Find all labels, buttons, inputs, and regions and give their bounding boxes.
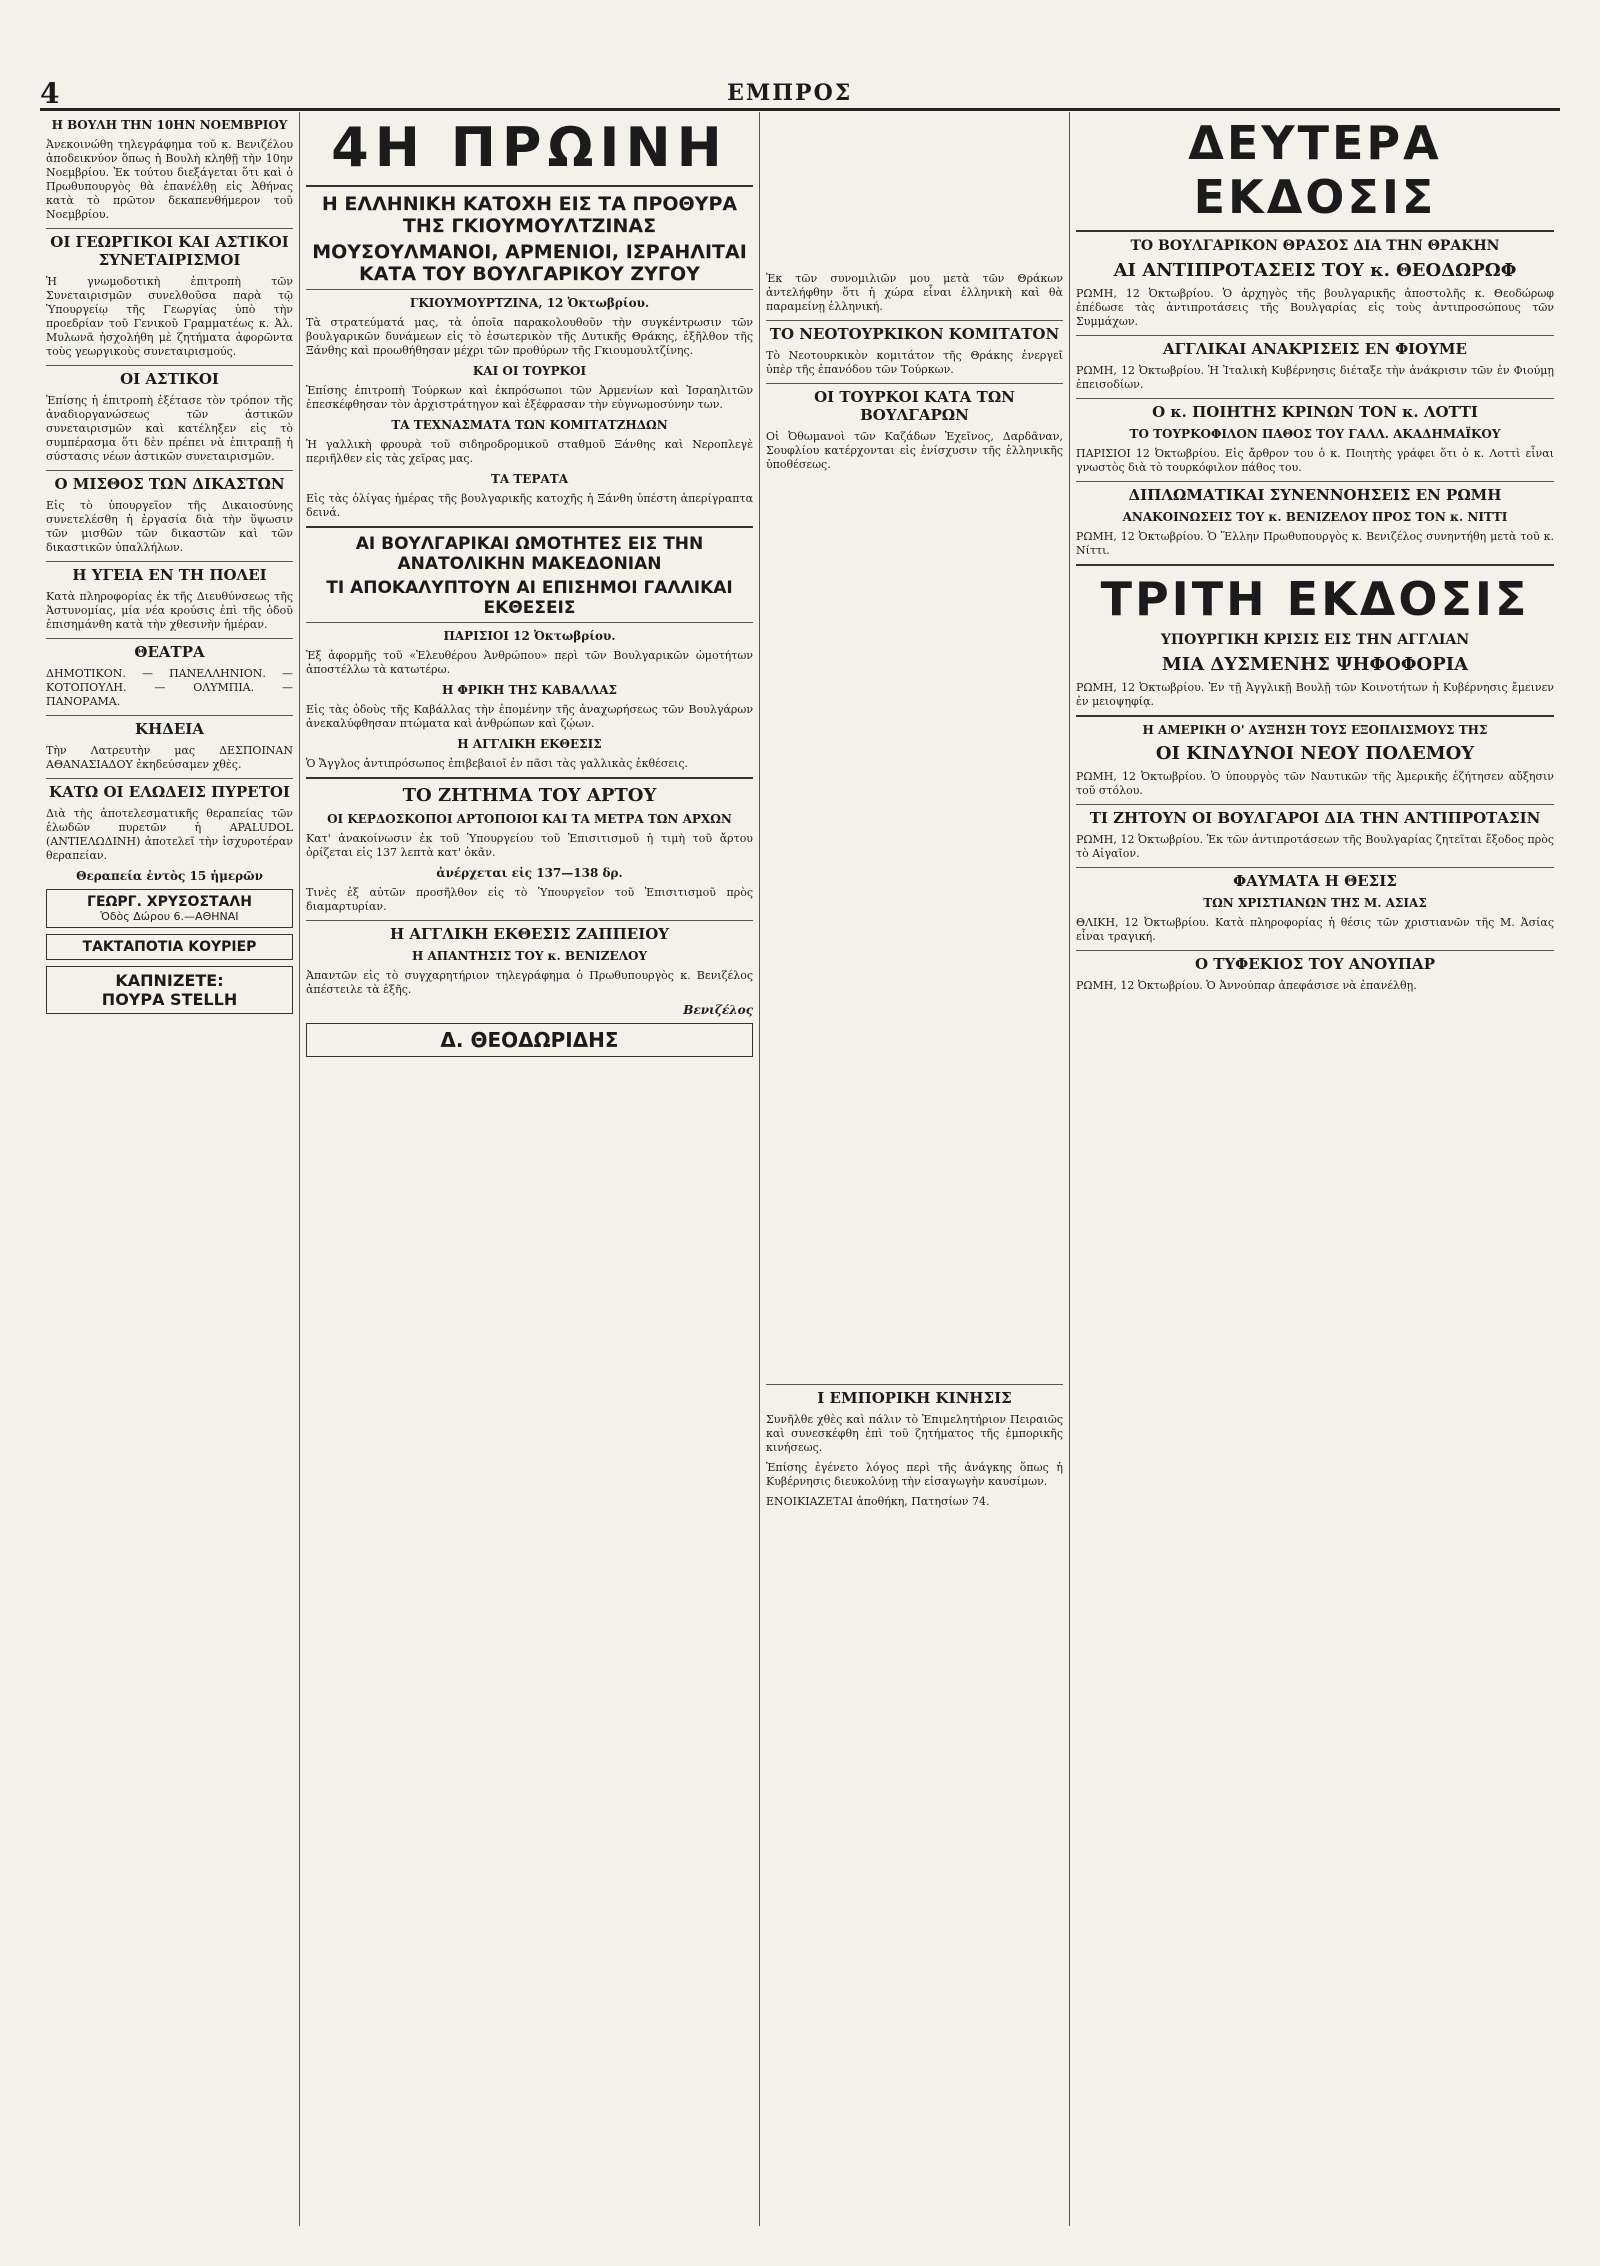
banner-french-reports: ΤΙ ΑΠΟΚΑΛΥΠΤΟΥΝ ΑΙ ΕΠΙΣΗΜΟΙ ΓΑΛΛΙΚΑΙ ΕΚΘΕΣΕΙΣ [326, 578, 733, 618]
col4-text-6: ΡΩΜΗ, 12 Ὀκτωβρίου. Ὁ ὑπουργὸς τῶν Ναυτικῶν τῆς Ἀμερικῆς ἐζήτησεν αὔξησιν τοῦ στόλου. [1076, 770, 1554, 797]
col2-text-3: Ἡ γαλλικὴ φρουρὰ τοῦ σιδηροδρομικοῦ σταθμοῦ Ξάνθης καὶ Νεροπλεγὲ περιῆλθεν εἰς τὰς χεῖρας μας. [306, 438, 753, 465]
commerce-text-2: Ἐπίσης ἐγένετο λόγος περὶ τῆς ἀνάγκης ὅπως ἡ Κυβέρνησις διευκολύνῃ τὴν εἰσαγωγὴν καυσίμων. [766, 1461, 1063, 1488]
rule [306, 526, 753, 528]
page-number: 4 [40, 76, 60, 110]
col2-text-1: Τὰ στρατεύματά μας, τὰ ὁποῖα παρακολουθοῦν τὴν συγκέντρωσιν τῶν βουλγαρικῶν δυνάμεων εἰς τὸ ἐσωτερικὸν τῆς Δυτικῆς Θράκης, ἐξῆλθον τῆς Ξάνθης καὶ προωθήθησαν μέχρι τῶν προθύρων τῆς Γκιουμουλτζίνης. [306, 316, 753, 357]
col1-text-1: Ἡ γνωμοδοτικὴ ἐπιτροπὴ τῶν Συνεταιρισμῶν συνελθοῦσα παρὰ τῷ Ὑπουργείῳ τῆς Γεωργίας ὑπὸ τὴν προεδρίαν τοῦ Γενικοῦ Γραμματέως κ. Ἀλ. Μυλωνᾶ ἠσχολήθη μὲ ζητήματα ἀφορῶντα τοὺς γεωργικοὺς συνεταιρισμούς. [46, 275, 293, 358]
ad-stellh [46, 966, 293, 1014]
col2-sub-terata: ΤΑ ΤΕΡΑΤΑ [490, 472, 569, 486]
vote-title: Η ΑΓΓΛΙΚΗ ΕΚΘΕΣΙΣ ΖΑΠΠΕΙΟΥ [306, 920, 753, 943]
col4-sub-1: ΤΟ ΒΟΥΛΓΑΡΙΚΟΝ ΘΡΑΣΟΣ ΔΙΑ ΤΗΝ ΘΡΑΚΗΝ [1130, 238, 1500, 254]
col2-text-6: Εἰς τὰς ὁδοὺς τῆς Καβάλλας τὴν ἐπομένην τῆς ἀναχωρήσεως τῶν Βουλγάρων ἀνεκαλύφθησαν πτώματα καὶ ἀνθρώπων καὶ ζῴων. [306, 703, 753, 730]
fever-title: ΚΑΤΩ ΟΙ ΕΛΩΔΕΙΣ ΠΥΡΕΤΟΙ [46, 778, 293, 801]
col3-footer: ΕΝΟΙΚΙΑΖΕΤΑΙ ἀποθήκη, Πατησίων 74. [766, 1495, 990, 1508]
rule [306, 289, 753, 290]
col4-text-1: ΡΩΜΗ, 12 Ὀκτωβρίου. Ὁ ἀρχηγὸς τῆς βουλγαρικῆς ἀποστολῆς κ. Θεοδώρωφ ἐπέδωσε τὰς ἀντιπροτάσεις τῆς Βουλγαρίας εἰς τοὺς ἀντιπροσώπους τῶν Συμμάχων. [1076, 287, 1554, 328]
column-3 [760, 112, 1070, 2226]
edition-title-4th: 4Η ΠΡΩΙΝΗ [331, 116, 728, 179]
col2-text-2: Ἐπίσης ἐπιτροπὴ Τούρκων καὶ ἐκπρόσωποι τῶν Ἀρμενίων καὶ Ἰσραηλιτῶν ἐπεσκέφθησαν τὸν ἀρχιστράτηγον καὶ ἐξέφρασαν τὴν εὐγνωμοσύνην των. [306, 384, 753, 411]
col4-sub-12: ΤΙ ΖΗΤΟΥΝ ΟΙ ΒΟΥΛΓΑΡΟΙ ΔΙΑ ΤΗΝ ΑΝΤΙΠΡΟΤΑΣΙΝ [1076, 804, 1554, 827]
col2-text-7: Ὁ Ἄγγλος ἀντιπρόσωπος ἐπιβεβαιοῖ ἐν πᾶσι τὰς γαλλικὰς ἐκθέσεις. [306, 757, 689, 770]
dateline-paris: ΠΑΡΙΣΙΟΙ 12 Ὀκτωβρίου. [443, 629, 616, 643]
bread-text: Κατ' ἀνακοίνωσιν ἐκ τοῦ Ὑπουργείου τοῦ Ἐπισιτισμοῦ ἡ τιμὴ τοῦ ἄρτου ὁρίζεται εἰς 137 λεπτὰ κατ' ὀκᾶν. [306, 832, 753, 859]
fever-price: Θεραπεία ἐντὸς 15 ἡμερῶν [76, 869, 263, 883]
banner-muslims: ΜΟΥΣΟΥΛΜΑΝΟΙ, ΑΡΜΕΝΙΟΙ, ΙΣΡΑΗΛΙΤΑΙ ΚΑΤΑ ΤΟΥ ΒΟΥΛΓΑΡΙΚΟΥ ΖΥΓΟΥ [312, 241, 747, 285]
ad3-brand: ΠΟΥΡΑ STELLH [101, 990, 238, 1009]
rule [306, 777, 753, 779]
ad1-name: ΓΕΩΡΓ. ΧΡΥΣΟΣΤΑΛΗ [87, 894, 252, 910]
rule [1076, 230, 1554, 232]
theatre-text: ΔΗΜΟΤΙΚΟΝ. — ΠΑΝΕΛΛΗΝΙΟΝ. — ΚΟΤΟΠΟΥΛΗ. — ΟΛΥΜΠΙΑ. — ΠΑΝΟΡΑΜΑ. [46, 667, 293, 708]
fever-text: Διὰ τὴς ἀποτελεσματικῆς θεραπείας τῶν ἑλωδῶν πυρετῶν ἡ APALUDOL (ΑΝΤΙΕΛΩΔΙΝΗ) ἀποτελεῖ τὴν ἰσχυροτέραν θεραπείαν. [46, 807, 293, 862]
col2-text-4: Εἰς τὰς ὀλίγας ἡμέρας τῆς βουλγαρικῆς κατοχῆς ἡ Ξάνθη ὑπέστη ἀπερίγραπτα δεινά. [306, 492, 753, 519]
bread-title: ΤΟ ΖΗΤΗΜΑ ΤΟΥ ΑΡΤΟΥ [402, 785, 657, 806]
col4-sub-11: ΟΙ ΚΙΝΔΥΝΟΙ ΝΕΟΥ ΠΟΛΕΜΟΥ [1155, 743, 1475, 764]
col4-sub-10: Η ΑΜΕΡΙΚΗ Ο' ΑΥΞΗΣΗ ΤΟΥΣ ΕΞΟΠΛΙΣΜΟΥΣ ΤΗΣ [1142, 723, 1488, 737]
kiasia-title: ΚΗΔΕΙΑ [46, 715, 293, 738]
kiasia-text: Τὴν Λατρευτὴν μας ΔΕΣΠΟΙΝΑΝ ΑΘΑΝΑΣΙΑΔΟΥ ἐκηδεύσαμεν χθὲς. [46, 744, 293, 771]
col1-text-4: Κατὰ πληροφορίας ἐκ τῆς Διευθύνσεως τῆς Ἀστυνομίας, μία νέα κρούσις ἐπὶ τῆς ὁδοῦ ἐπισημάνθη κατὰ τὴν χθεσινὴν ἡμέραν. [46, 590, 293, 631]
col1-heading-3: Ο ΜΙΣΘΟΣ ΤΩΝ ΔΙΚΑΣΤΩΝ [46, 470, 293, 493]
edition-title-2nd: ΔΕΥΤΕΡΑ ΕΚΔΟΣΙΣ [1188, 116, 1442, 224]
rule [1076, 715, 1554, 717]
vote-sign: Βενιζέλος [683, 1003, 753, 1017]
masthead [40, 78, 1560, 111]
col4-text-9: ΡΩΜΗ, 12 Ὀκτωβρίου. Ὁ Ἀννούπαρ ἀπεφάσισε νὰ ἐπανέλθῃ. [1076, 979, 1417, 992]
col3-heading-2: ΟΙ ΤΟΥΡΚΟΙ ΚΑΤΑ ΤΩΝ ΒΟΥΛΓΑΡΩΝ [766, 383, 1063, 424]
col4-sub-9: ΜΙΑ ΔΥΣΜΕΝΗΣ ΨΗΦΟΦΟΡΙΑ [1161, 654, 1469, 675]
col4-text-2: ΡΩΜΗ, 12 Ὀκτωβρίου. Ἡ Ἰταλικὴ Κυβέρνησις διέταξε τὴν ἀνάκρισιν τῶν ἐν Φιούμῃ ἐπεισοδίων. [1076, 364, 1554, 391]
col1-heading-4: Η ΥΓΕΙΑ ΕΝ ΤΗ ΠΟΛΕΙ [46, 561, 293, 584]
theo-ad-name: Δ. ΘΕΟΔΩΡΙΔΗΣ [440, 1028, 619, 1052]
col3-text-2: Τὸ Νεοτουρκικὸν κομιτάτον τῆς Θράκης ἐνεργεῖ ὑπὲρ τῆς ἐπανόδου τῶν Τούρκων. [766, 349, 1063, 376]
column-2 [300, 112, 760, 2226]
col3-spacer-2 [766, 478, 1063, 1378]
col4-sub-5: ΤΟ ΤΟΥΡΚΟΦΙΛΟΝ ΠΑΘΟΣ ΤΟΥ ΓΑΛΛ. ΑΚΑΔΗΜΑΪΚΟΥ [1129, 427, 1501, 441]
ad-theodoridis [306, 1023, 753, 1057]
col4-text-8: ΘΛΙΚΗ, 12 Ὀκτωβρίου. Κατὰ πληροφορίας ἡ θέσις τῶν χριστιανῶν τῆς Μ. Ἀσίας εἶναι τραγική. [1076, 916, 1554, 943]
col1-text-2: Ἐπίσης ἡ ἐπιτροπὴ ἐξέτασε τὸν τρόπον τῆς ἀναδιοργανώσεως τῶν ἀστικῶν συνεταιρισμῶν καὶ κατέληξεν εἰς τὸ συμπέρασμα ὅτι δὲν πρέπει νὰ ἐπιτραπῇ ἡ σύστασις νέων ἀστικῶν συνεταιρισμῶν. [46, 394, 293, 463]
col2-sub-english-report: Η ΑΓΓΛΙΚΗ ΕΚΘΕΣΙΣ [457, 737, 602, 751]
commerce-text: Συνῆλθε χθὲς καὶ πάλιν τὸ Ἐπιμελητήριον Πειραιῶς καὶ συνεσκέφθη ἐπὶ τοῦ ζητήματος τῆς ἐμπορικῆς κινήσεως. [766, 1413, 1063, 1454]
rule [306, 185, 753, 187]
paper-name: ΕΜΠΡΟΣ [727, 80, 853, 106]
banner-bulgarian-atrocities: ΑΙ ΒΟΥΛΓΑΡΙΚΑΙ ΩΜΟΤΗΤΕΣ ΕΙΣ ΤΗΝ ΑΝΑΤΟΛΙΚΗΝ ΜΑΚΕΔΟΝΙΑΝ [355, 534, 704, 574]
col3-text-1: Ἐκ τῶν συνομιλιῶν μου μετὰ τῶν Θράκων ἀντελήφθην ὅτι ἡ χώρα εἶναι ἑλληνικὴ καὶ θὰ παραμείνῃ ἑλληνική. [766, 272, 1063, 313]
theatre-title: ΘΕΑΤΡΑ [46, 638, 293, 661]
ad-kourier [46, 934, 293, 960]
theo-text: Τινὲς ἐξ αὐτῶν προσῆλθον εἰς τὸ Ὑπουργεῖον τοῦ Ἐπισιτισμοῦ πρὸς διαμαρτυρίαν. [306, 886, 753, 913]
column-1 [40, 112, 300, 2226]
col3-spacer [766, 112, 1063, 272]
dateline-gioumoultzina: ΓΚΙΟΥΜΟΥΡΤΖΙΝΑ, 12 Ὀκτωβρίου. [409, 296, 650, 310]
col2-sub-kavala: Η ΦΡΙΚΗ ΤΗΣ ΚΑΒΑΛΛΑΣ [441, 683, 618, 697]
col2-sub-komitatzides: ΤΑ ΤΕΧΝΑΣΜΑΤΑ ΤΩΝ ΚΟΜΙΤΑΤΖΗΔΩΝ [391, 418, 668, 432]
col4-sub-15: Ο ΤΥΦΕΚΙΟΣ ΤΟΥ ΑΝΟΥΠΑΡ [1076, 950, 1554, 973]
col4-sub-2: ΑΙ ΑΝΤΙΠΡΟΤΑΣΕΙΣ ΤΟΥ κ. ΘΕΟΔΩΡΩΦ [1113, 260, 1517, 281]
ad-chrysostali [46, 889, 293, 928]
ad3-title: ΚΑΠΝΙΖΕΤΕ: [115, 971, 224, 990]
col1-top-label: Η ΒΟΥΛΗ ΤΗΝ 10ΗΝ ΝΟΕΜΒΡΙΟΥ [51, 118, 288, 132]
banner-greek-occupation: Η ΕΛΛΗΝΙΚΗ ΚΑΤΟΧΗ ΕΙΣ ΤΑ ΠΡΟΘΥΡΑ ΤΗΣ ΓΚΙΟΥΜΟΥΛΤΖΙΝΑΣ [321, 193, 738, 237]
bread-sub: ΟΙ ΚΕΡΔΟΣΚΟΠΟΙ ΑΡΤΟΠΟΙΟΙ ΚΑΙ ΤΑ ΜΕΤΡΑ ΤΩΝ ΑΡΧΩΝ [327, 812, 732, 826]
col1-top-text: Ἀνεκοινώθη τηλεγράφημα τοῦ κ. Βενιζέλου ἀποδεικνύον ὅπως ἡ Βουλὴ κληθῇ τὴν 10ην Νοεμβρίου. Ἐκ τούτου διεξάγεται ὅτι καὶ ὁ Πρωθυπουργὸς θὰ ἐπανέλθῃ εἰς Ἀθήνας κατὰ τὸ πρῶτον δεκαπενθήμερον τοῦ Νοεμβρίου. [46, 138, 293, 221]
col4-sub-6: ΔΙΠΛΩΜΑΤΙΚΑΙ ΣΥΝΕΝΝΟΗΣΕΙΣ ΕΝ ΡΩΜΗ [1076, 481, 1554, 504]
col2-text-5: Ἐξ ἀφορμῆς τοῦ «Ἑλευθέρου Ἀνθρώπου» περὶ τῶν Βουλγαρικῶν ὠμοτήτων ἀποστέλλω τὰ κατωτέρω. [306, 649, 753, 676]
col4-text-4: ΡΩΜΗ, 12 Ὀκτωβρίου. Ὁ Ἕλλην Πρωθυπουργὸς κ. Βενιζέλος συνηντήθη μετὰ τοῦ κ. Νίττι. [1076, 530, 1554, 557]
col4-sub-8: ΥΠΟΥΡΓΙΚΗ ΚΡΙΣΙΣ ΕΙΣ ΤΗΝ ΑΓΓΛΙΑΝ [1160, 632, 1470, 648]
bread-price: ἀνέρχεται εἰς 137—138 δρ. [436, 866, 623, 880]
col4-sub-3: ΑΓΓΛΙΚΑΙ ΑΝΑΚΡΙΣΕΙΣ ΕΝ ΦΙΟΥΜΕ [1076, 335, 1554, 358]
rule [306, 622, 753, 623]
ad1-addr: Ὁδὸς Δώρου 6.—ΑΘΗΝΑΙ [100, 910, 239, 923]
edition-title-3rd: ΤΡΙΤΗ ΕΚΔΟΣΙΣ [1100, 572, 1530, 626]
rule [1076, 564, 1554, 566]
col4-text-7: ΡΩΜΗ, 12 Ὀκτωβρίου. Ἐκ τῶν ἀντιπροτάσεων τῆς Βουλγαρίας ζητεῖται ἔξοδος πρὸς τὸ Αἰγαῖον. [1076, 833, 1554, 860]
col1-heading-2: ΟΙ ΑΣΤΙΚΟΙ [46, 365, 293, 388]
col4-sub-13: ΦΑΥΜΑΤΑ Η ΘΕΣΙΣ [1076, 867, 1554, 890]
col3-heading-1: ΤΟ ΝΕΟΤΟΥΡΚΙΚΟΝ ΚΟΜΙΤΑΤΟΝ [766, 320, 1063, 343]
column-4 [1070, 112, 1560, 2226]
col1-text-3: Εἰς τὸ ὑπουργεῖον τῆς Δικαιοσύνης συνετελέσθη ἡ ἐργασία διὰ τὴν ὕψωσιν τῶν μισθῶν τῶν δικαστῶν καὶ τῶν δικαστικῶν ὑπαλλήλων. [46, 499, 293, 554]
col3-text-3: Οἱ Ὀθωμανοὶ τῶν Καζάδων Ἐχεῖνος, Δαρδᾶναν, Σουφλίου κατέρχονται εἰς ἐνίσχυσιν τῆς ἑλληνικῆς ὑποθέσεως. [766, 430, 1063, 471]
col4-text-3: ΠΑΡΙΣΙΟΙ 12 Ὀκτωβρίου. Εἰς ἄρθρον του ὁ κ. Ποιητὴς γράφει ὅτι ὁ κ. Λοττὶ εἶναι γνωστὸς διὰ τὸ τουρκόφιλον πάθος του. [1076, 447, 1554, 474]
vote-text: Ἀπαντῶν εἰς τὸ συγχαρητήριον τηλεγράφημα ὁ Πρωθυπουργὸς κ. Βενιζέλος ἀπέστειλε τὰ ἑξῆς. [306, 969, 753, 996]
col1-heading-1: ΟΙ ΓΕΩΡΓΙΚΟΙ ΚΑΙ ΑΣΤΙΚΟΙ ΣΥΝΕΤΑΙΡΙΣΜΟΙ [46, 228, 293, 269]
commerce-title: Ι ΕΜΠΟΡΙΚΗ ΚΙΝΗΣΙΣ [766, 1384, 1063, 1407]
col2-sub-turks: ΚΑΙ ΟΙ ΤΟΥΡΚΟΙ [472, 364, 587, 378]
col4-sub-4: Ο κ. ΠΟΙΗΤΗΣ ΚΡΙΝΩΝ ΤΟΝ κ. ΛΟΤΤΙ [1076, 398, 1554, 421]
col4-text-5: ΡΩΜΗ, 12 Ὀκτωβρίου. Ἐν τῇ Ἀγγλικῇ Βουλῇ τῶν Κοινοτήτων ἡ Κυβέρνησις ἔμεινεν ἐν μειοψηφίᾳ. [1076, 681, 1554, 708]
col4-sub-7: ΑΝΑΚΟΙΝΩΣΕΙΣ ΤΟΥ κ. ΒΕΝΙΖΕΛΟΥ ΠΡΟΣ ΤΟΝ κ. ΝΙΤΤΙ [1122, 510, 1508, 524]
ad2-title: ΤΑΚΤΑΠΟΤΙΑ ΚΟΥΡΙΕΡ [82, 939, 257, 955]
col4-sub-14: ΤΩΝ ΧΡΙΣΤΙΑΝΩΝ ΤΗΣ Μ. ΑΣΙΑΣ [1203, 896, 1427, 910]
vote-sub: Η ΑΠΑΝΤΗΣΙΣ ΤΟΥ κ. ΒΕΝΙΖΕΛΟΥ [411, 949, 648, 963]
